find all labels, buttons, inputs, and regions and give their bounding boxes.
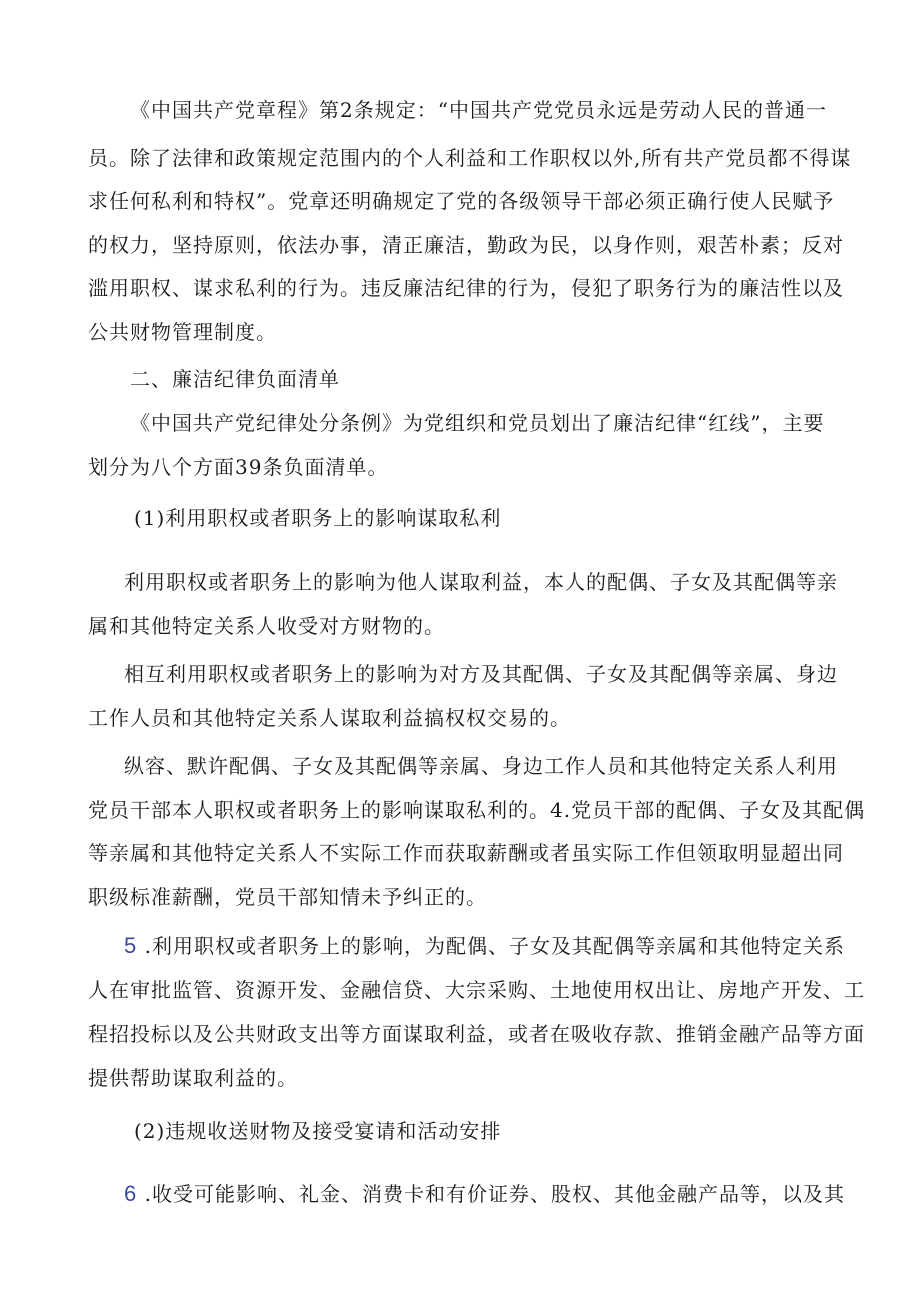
paragraph-line: 求任何私利和特权”。党章还明确规定了党的各级领导干部必须正确行使人民赋予 (88, 189, 835, 213)
paragraph-line: 公共财物管理制度。 (88, 320, 277, 344)
paragraph-line: 划分为八个方面39条负面清单。 (88, 455, 389, 479)
paragraph-line: 工作人员和其他特定关系人谋取利益搞权权交易的。 (88, 706, 571, 730)
paragraph-line: 《中国共产党章程》第2条规定：“中国共产党党员永远是劳动人民的普通一 (130, 98, 827, 122)
paragraph-line: 党员干部本人职权或者职务上的影响谋取私利的。4.党员干部的配偶、子女及其配偶 (88, 798, 866, 822)
subsection-heading: (2)违规收送财物及接受宴请和活动安排 (134, 1119, 502, 1143)
paragraph-line: 人在审批监管、资源开发、金融信贷、大宗采购、土地使用权出让、房地产开发、工 (88, 978, 865, 1002)
list-item-number: 6 (124, 1181, 138, 1206)
paragraph-line: 提供帮助谋取利益的。 (88, 1066, 298, 1090)
paragraph-line: 职级标准薪酬，党员干部知情未予纠正的。 (88, 885, 487, 909)
list-item-line (124, 1182, 845, 1206)
paragraph-line: 程招投标以及公共财政支出等方面谋取利益，或者在吸收存款、推销金融产品等方面 (88, 1022, 865, 1046)
section-heading: 二、廉洁纪律负面清单 (130, 367, 340, 391)
subsection-heading: (1)利用职权或者职务上的影响谋取私利 (134, 506, 502, 530)
list-item-text: .利用职权或者职务上的影响，为配偶、子女及其配偶等亲属和其他特定关系 (144, 934, 845, 958)
paragraph-line: 的权力，坚持原则，依法办事，清正廉洁，勤政为民，以身作则，艰苦朴素；反对 (88, 233, 844, 257)
list-item-text: .收受可能影响、礼金、消费卡和有价证券、股权、其他金融产品等，以及其 (144, 1182, 845, 1206)
paragraph-line: 纵容、默许配偶、子女及其配偶等亲属、身边工作人员和其他特定关系人利用 (124, 754, 838, 778)
paragraph-line: 相互利用职权或者职务上的影响为对方及其配偶、子女及其配偶等亲属、身边 (124, 662, 838, 686)
list-item-number: 5 (124, 933, 138, 958)
list-item-line (124, 934, 845, 958)
paragraph-line: 属和其他特定关系人收受对方财物的。 (88, 614, 445, 638)
paragraph-line: 等亲属和其他特定关系人不实际工作而获取薪酬或者虽实际工作但领取明显超出同 (88, 841, 844, 865)
paragraph-line: 员。除了法律和政策规定范围内的个人利益和工作职权以外,所有共产党员都不得谋 (88, 146, 852, 170)
paragraph-line: 滥用职权、谋求私利的行为。违反廉洁纪律的行为，侵犯了职务行为的廉洁性以及 (88, 276, 844, 300)
paragraph-line: 利用职权或者职务上的影响为他人谋取利益，本人的配偶、子女及其配偶等亲 (124, 570, 838, 594)
paragraph-line: 《中国共产党纪律处分条例》为党组织和党员划出了廉洁纪律“红线”，主要 (130, 411, 825, 435)
